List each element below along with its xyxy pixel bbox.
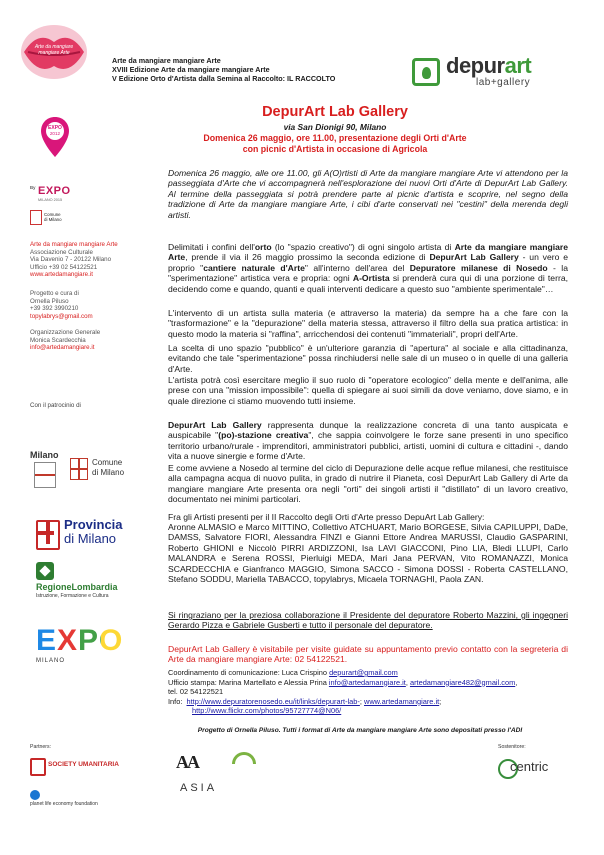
sidebar-org-line-2: Via Davenio 7 - 20122 Milano — [30, 256, 112, 264]
paragraph-3: La scelta di uno spazio "pubblico" è un'ulteriore garanzia di "apertura" al sociale e alla cittadinanza, evitando che tale "sperimentazione" possa rinchiudersi nelle sale di un museo o in quelle di una galleria d'Arte. — [168, 343, 568, 374]
title-address: via San Dionigi 90, Milano — [283, 122, 387, 132]
depurart-logo-sub: lab+gallery — [476, 77, 531, 88]
provincia-logo — [36, 518, 146, 552]
p1-run: - la "sperimentazione" artistica vera e propria: ogni — [168, 262, 568, 284]
provincia-name-2: di Milano — [64, 531, 117, 546]
contacts-block — [168, 668, 568, 716]
sidebar-project-email[interactable]: topylabrys@gmail.com — [30, 312, 93, 320]
partner-umanitaria-logo — [30, 756, 130, 776]
p1-run: A-Ortista — [352, 273, 390, 284]
artists-list: Aronne ALMASIO e Marco MITTINO, Collettivo ATCHUART, Mario BORGESE, Silvia CAPILUPPI, DaDe, DAMSS, Salvatore FIORI, Alessandra FINZI e Gianni Ettore Andrea MARUSSI, Claudio GASPARINI, Roberto GHIONI e Niccolò PIRRI ARDIZZONI, Isa LAVI GIACCONI, Pino LIA, Bledi LLUPI, Carlo MALANDRA e Serena ROSSI, Pierluigi MEDA, Mari Jana PERVAN, Vito ROMANAZZI, Monica SCARDECCHIA e Gianfranco MAGGIO, Simona SACCO - Simona DOSSI - Roberta CASTELLANO, Stefano SODDU, Mariella TABACCO, topylabrys, Micaela TORNAGHI, Paola ZAN. — [168, 522, 568, 585]
sidebar-project-line-2: Ornella Piluso — [30, 297, 69, 305]
expo-small-by: By — [30, 185, 36, 190]
depurart-logo — [412, 53, 562, 90]
comune-small-line2: di Milano — [44, 217, 62, 222]
expo-pin-logo — [38, 115, 72, 159]
sidebar-coord-line-1: Organizzazione Generale — [30, 329, 101, 336]
page-title: DepurArt Lab Gallery — [262, 104, 408, 120]
centric-name: centric — [510, 759, 549, 774]
p1-run: Depuratore milanese di Nosedo — [409, 262, 548, 273]
p5-run: (po)-stazione creativa — [218, 430, 309, 441]
contact-info-row: Info: http://www.depuratorenosedo.eu/it/links/depurart-lab-; www.artedamangiare.it; — [168, 696, 442, 706]
p5-run: rappresenta dunque la realizzazione concreta di una tanto auspicata e auspicabile " — [168, 420, 569, 441]
contact-coord-label: Coordinamento di comunicazione: Luca Crispino — [168, 668, 327, 677]
comune-small-logo — [30, 210, 90, 232]
expo-pin-year: 2012 — [49, 131, 61, 136]
depurart-logo-mark — [412, 58, 440, 86]
regione-sub: Istruzione, Formazione e Cultura — [36, 593, 109, 599]
sidebar-coord-email[interactable]: info@artedamangiare.it — [30, 344, 95, 352]
depurart-logo-word1: depur — [446, 53, 505, 78]
sidebar-project-line-3: +39 392 3990210 — [30, 305, 79, 313]
expo-small-word: EXPO — [38, 185, 71, 197]
sidebar-project-block — [30, 290, 138, 320]
regione-name: RegioneLombardia — [36, 582, 118, 592]
expo-big-word: EXPO — [36, 624, 124, 657]
p1-run: Delimitati i confini dell' — [168, 242, 255, 252]
sidebar-org-block — [30, 241, 138, 279]
contact-info-link-1[interactable]: http://www.depuratorenosedo.eu/it/links/depurart-lab- — [186, 696, 360, 706]
contact-info-link-2[interactable]: www.artedamangiare.it — [363, 696, 440, 706]
partner-aa-logo — [176, 752, 216, 776]
partner-planet-life-logo — [30, 790, 140, 808]
comune-name-2: di Milano — [92, 468, 125, 477]
thanks-paragraph: Si ringraziano per la preziosa collaborazione il Presidente del depuratore Roberto Mazzini, gli ingegneri Gerardo Pizza e Gabriele Gusberti e tutto il personale del depuratore. — [168, 610, 568, 631]
comune-crest-icon — [70, 458, 88, 480]
expo-small-logo — [30, 185, 90, 207]
header-line-3: V Edizione Orto d'Artista dalla Semina al Raccolto: IL RACCOLTO — [112, 74, 336, 83]
provincia-crest-icon — [36, 520, 60, 550]
provincia-name-1: Provincia — [64, 517, 123, 532]
milano-comune-logo — [30, 450, 140, 488]
contact-press-email-2[interactable]: artedamangiare482@gmail.com — [409, 677, 516, 687]
artists-intro: Fra gli Artisti presenti per il II Raccolto degli Orti d'Arte presso DepuArt Lab Gallery: — [168, 512, 485, 522]
contact-info-row-2 — [168, 706, 568, 716]
paragraph-5 — [168, 420, 568, 462]
p1-run: , prende il via il 26 maggio prossimo la seconda edizione di — [185, 252, 430, 263]
p1-run: si prenderà cura qui di una porzione di terra, decidendo come e quando, quanti e quali interventi dedicare a questo suo "ambiente sperimentale"… — [168, 273, 568, 294]
header-line-1: Arte da mangiare mangiare Arte — [112, 56, 221, 65]
partner-planet-life-name: planet life economy foundation — [30, 801, 98, 807]
contact-press-email-1[interactable]: info@artedamangiare.it — [328, 677, 406, 687]
contact-coord-email[interactable]: depurart@gmail.com — [329, 668, 398, 677]
expo-big-logo — [36, 626, 146, 676]
sidebar-coord-block — [30, 329, 138, 352]
partner-asia-logo — [180, 782, 240, 802]
umanitaria-mark-icon — [30, 758, 46, 776]
visits-paragraph: DepurArt Lab Gallery è visitabile per visite guidate su appuntamento previo contatto con la segreteria di Arte da mangiare mangiare Arte: 02 54122521. — [168, 644, 568, 665]
p1-run: cantiere naturale d'Arte — [203, 262, 305, 273]
p5-run: DepurArt Lab Gallery — [168, 420, 262, 430]
contact-tel: tel. 02 54122521 — [168, 687, 224, 697]
header-lines — [112, 56, 412, 83]
milano-word: Milano — [30, 450, 59, 460]
paragraph-1 — [168, 242, 568, 294]
partner-umanitaria-name: SOCIETY UMANITARIA — [48, 761, 119, 768]
p1-run: Arte da mangiare mangiare Arte — [168, 242, 568, 263]
patronage-label: Con il patrocinio di — [30, 402, 81, 409]
planet-life-mark-icon — [30, 790, 40, 800]
contact-info-label: Info: — [168, 696, 183, 706]
sidebar-org-line-1: Associazione Culturale — [30, 248, 93, 256]
header-line-2: XVIII Edizione Arte da mangiare mangiare Arte — [112, 65, 270, 74]
p5-run: ", che sappia coinvolgere le forze sane presenti in uno specifico territorio urbano/rurale - imprenditori, amministratori pubblici, artisti, uomini di cultura e cittadini -, dando vita a nuove sinergie e forme d'Arte. — [168, 430, 568, 462]
regione-logo — [36, 562, 156, 599]
sidebar-org-web[interactable]: www.artedamangiare.it — [30, 271, 93, 279]
footer-credit: Progetto di Ornella Piluso. Tutti i format di Arte da mangiare mangiare Arte sono depositati presso l'ADI — [197, 727, 523, 734]
p1-run: DepurArt Lab Gallery — [429, 252, 519, 263]
sostenitore-centric-logo — [498, 757, 578, 783]
paragraph-6: E come avviene a Nosedo al termine del ciclo di Depurazione delle acque reflue milanesi, che restituisce alla campagna acqua di nuovo pulita, in grado di nutrire il Pianeta, così DepurArt Lab Gallery di Arte da mangiare mangiare Arte presenta ora negli "orti" dei singoli artisti il "distillato" di un lavoro creativo, documentato nei minimi particolari. — [168, 463, 568, 505]
contact-press-row: Ufficio stampa: Marina Martellato e Alessia Prina info@artedamangiare.it, artedamangiare482@gmail.com, — [168, 677, 518, 687]
p1-run: orto — [254, 242, 272, 252]
partner-asia-name: ASIA — [180, 782, 218, 794]
contact-press-label: Ufficio stampa: Marina Martellato e Alessia Prina — [168, 677, 327, 687]
partner-aa-name: AA — [176, 752, 198, 772]
expo-pin-word: EXPO — [48, 125, 62, 131]
kiss-logo — [18, 22, 90, 82]
regione-rosa-icon — [36, 562, 54, 580]
partners-label: Partners: — [30, 744, 52, 750]
sostenitore-label: Sostenitore: — [498, 744, 526, 750]
comune-small-crest-icon — [30, 210, 42, 225]
comune-name-1: Comune — [92, 458, 123, 467]
comune-small-line1: Comune — [44, 212, 61, 217]
sidebar-org-line-3: Ufficio +39 02 54122521 — [30, 263, 98, 271]
intro-paragraph: Domenica 26 maggio, alle ore 11.00, gli A(O)rtisti di Arte da mangiare mangiare Arte vi attendono per la passeggiata d'Arte che vi accompagnerà nell'esplorazione dei nuovi Orti d'Arte di DepurArt Lab Gallery. Al termine della passeggiata si potrà prendere parte al picnic d'artista e scoprire, nel segno della tradizione di Arte da mangiare mangiare Arte, i cibi d'arte conservati nei "cestini" della merenda degli artisti. — [168, 168, 568, 220]
paragraph-4: L'artista potrà così esercitare meglio il suo ruolo di "operatore ecologico" della mente e dell'anima, alle prese con una "mission impossibile": quella di spiegare ai suoi simili da dove veniamo, dove siamo, e in quale direzione ci stiamo muovendo tutti insieme. — [168, 375, 568, 406]
p1-run: - un vero e proprio " — [168, 252, 569, 273]
depurart-logo-word2: art — [504, 53, 532, 78]
p1-run: " all'interno dell'area del — [304, 262, 410, 273]
sidebar-org-name: Arte da mangiare mangiare Arte — [30, 241, 118, 248]
title-date: Domenica 26 maggio, ore 11.00, presentazione degli Orti d'Arte — [203, 133, 467, 143]
sidebar-project-line-1: Progetto e cura di — [30, 290, 79, 297]
kiss-logo-text: Arte da mangiare mangiare Arte — [34, 44, 74, 56]
milano-crest-icon — [34, 462, 56, 488]
sidebar-coord-line-2: Monica Scardecchia — [30, 336, 86, 344]
partner-rainbow-logo — [232, 752, 262, 776]
expo-small-year: MILANO 2015 — [38, 198, 63, 202]
expo-big-sub: MILANO — [36, 658, 66, 664]
title-picnic: con picnic d'Artista in occasione di Agricola — [242, 144, 428, 154]
contact-coord-row — [168, 668, 568, 678]
paragraph-2: L'intervento di un artista sulla materia (e attraverso la materia) da sempre ha a che fare con la "trasformazione" e la "depurazione" della materia stessa, attraverso il filtro della sua pratica artistica: in questo modo la materia si "raffina", arricchendosi dei contenuti "immateriali", propri dell'Arte. — [168, 308, 568, 339]
p1-run: (lo "spazio creativo") di ogni singolo artista di — [271, 242, 455, 252]
contact-info-link-3[interactable]: http://www.flickr.com/photos/95727774@N06/ — [192, 706, 342, 716]
